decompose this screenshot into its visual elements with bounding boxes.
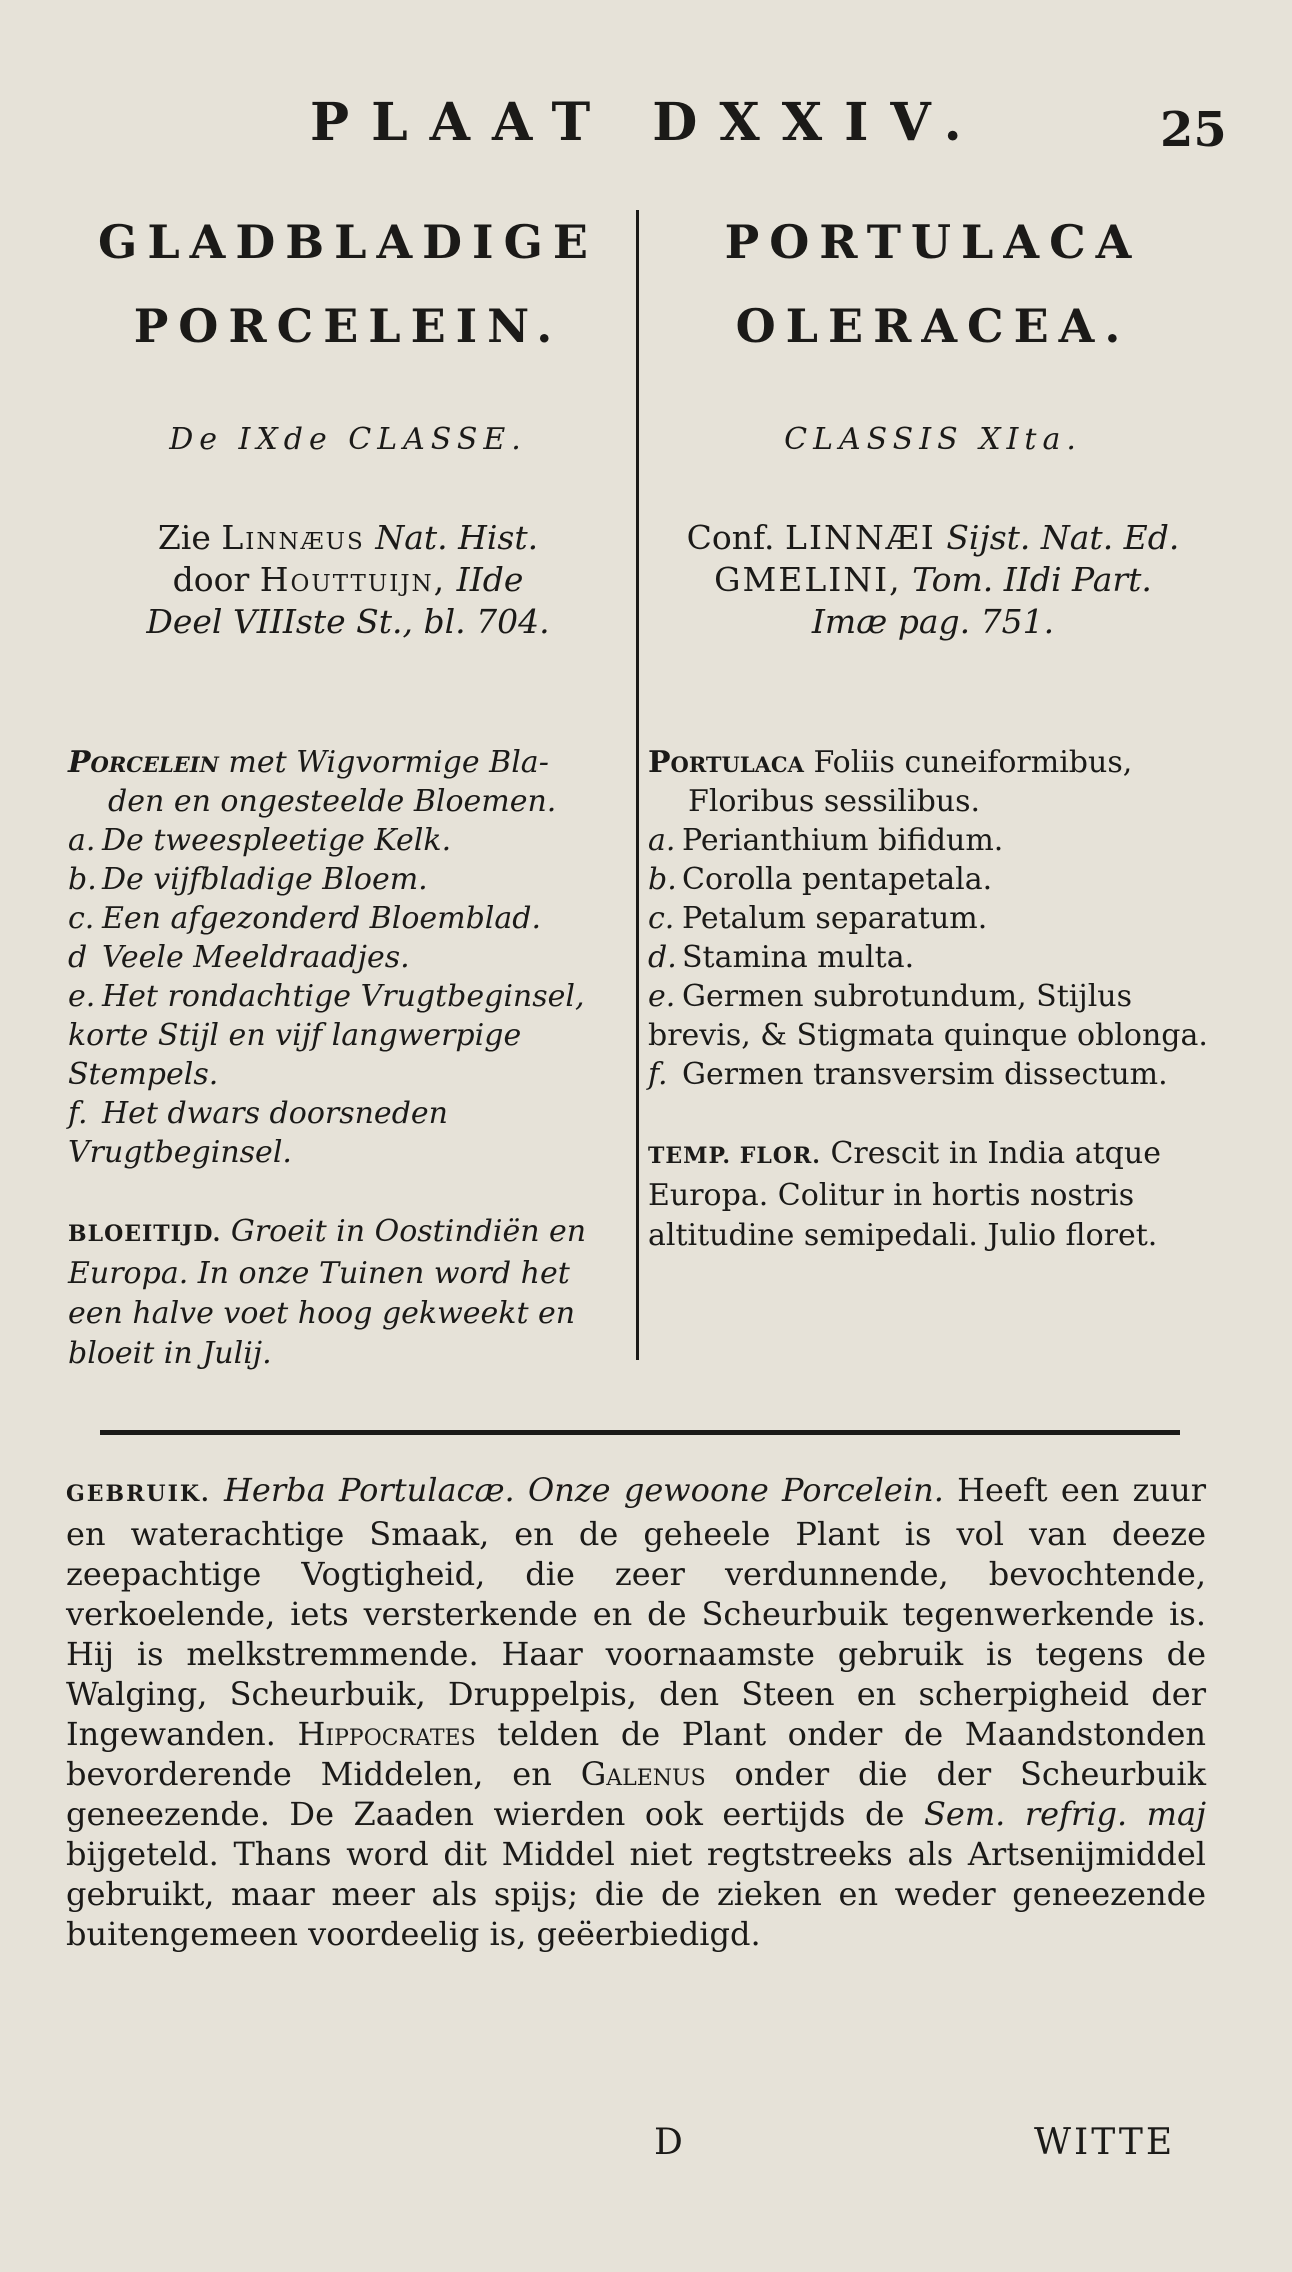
dutch-description: Porcelein met Wigvormige Bla- den en ongesteelde Bloemen. a. De tweespleetige Kelk. b. De vijfbladige Bloem. c. Een afgezonderd Bloemblad. d Veele Meeldraadjes. e. Het rondachtige Vrugtbeginsel, korte Stijl en vijf langwerpige Stempels. f. Het dwars doorsneden Vrugtbeginsel.: [68, 743, 628, 1172]
signature-mark: D: [654, 2122, 683, 2163]
item-letter: d: [68, 940, 88, 975]
column-divider: [636, 210, 639, 1360]
page-number: 25: [1160, 102, 1227, 158]
dutch-flowering: BLOEITIJD. Groeit in Oostindiën en Europa. In onze Tuinen word het een halve voet hoog gekweekt en bloeit in Julij.: [68, 1214, 587, 1371]
list-item: [68, 1094, 628, 1172]
dutch-column: [68, 200, 628, 1374]
item-letter: f.: [648, 1057, 668, 1092]
list-item: [68, 860, 628, 899]
list-item: [68, 899, 628, 938]
item-letter: a.: [68, 823, 96, 858]
latin-items: [648, 821, 1218, 1094]
item-text: Het dwars doorsneden Vrugtbeginsel.: [68, 1096, 448, 1170]
section-rule: [100, 1430, 1180, 1435]
latin-classe: CLASSIS XIta.: [784, 422, 1082, 457]
item-text: Stamina multa.: [682, 940, 915, 975]
list-item: [68, 938, 628, 977]
item-text: Germen subrotundum, Stijlus brevis, & Stigmata quinque oblonga.: [648, 979, 1208, 1053]
item-letter: d.: [648, 940, 677, 975]
item-letter: b.: [68, 862, 97, 897]
list-item: [648, 938, 1218, 977]
latin-column: [648, 200, 1218, 1256]
running-head: PLAAT DXXIV.: [310, 92, 984, 153]
item-letter: b.: [648, 862, 677, 897]
latin-description: Portulaca Foliis cuneiformibus, Floribus sessilibus. a. Perianthium bifidum. b. Corolla pentapetala. c. Petalum separatum. d. Stamina multa. e. Germen subrotundum, Stijlus brevis, & Stigmata quinque oblonga. f. Germen transversim dissectum.: [648, 743, 1218, 1094]
item-letter: c.: [68, 901, 95, 936]
item-text: Veele Meeldraadjes.: [102, 940, 410, 975]
list-item: [648, 1055, 1218, 1094]
item-text: De tweespleetige Kelk.: [102, 823, 452, 858]
dutch-items: [68, 821, 628, 1172]
item-text: Het rondachtige Vrugtbeginsel, korte Stijl en vijf langwerpige Stempels.: [68, 979, 585, 1092]
latin-flowering: TEMP. FLOR. Crescit in India atque Europa. Colitur in hortis nostris altitudine semipedali. Julio floret.: [648, 1136, 1161, 1253]
latin-reference: Conf. LINNÆI Sijst. Nat. Ed. GMELINI, Tom. IIdi Part. Imæ pag. 751.: [686, 518, 1180, 641]
list-item: [648, 860, 1218, 899]
item-letter: f.: [68, 1096, 88, 1131]
item-letter: a.: [648, 823, 676, 858]
list-item: [648, 977, 1218, 1055]
dutch-title: GLADBLADIGE PORCELEIN.: [98, 215, 598, 353]
catchword: WITTE: [1034, 2122, 1176, 2163]
item-text: Germen transversim dissectum.: [682, 1057, 1168, 1092]
list-item: [68, 821, 628, 860]
dutch-classe: De IXde CLASSE.: [169, 422, 527, 457]
item-text: Petalum separatum.: [682, 901, 988, 936]
dutch-reference: Zie Linnæus Nat. Hist. door Houttuijn, IIde Deel VIIIste St., bl. 704.: [146, 518, 550, 641]
item-text: De vijfbladige Bloem.: [102, 862, 428, 897]
item-text: Een afgezonderd Bloemblad.: [102, 901, 542, 936]
item-text: Corolla pentapetala.: [682, 862, 993, 897]
usage-paragraph: GEBRUIK. Herba Portulacæ. Onze gewoone Porcelein. Heeft een zuur en waterachtige Smaak, en de geheele Plant is vol van deeze zeepachtige Vogtigheid, die zeer verdunnende, bevochtende, verkoelende, iets versterkende en de Scheurbuik tegenwerkende is. Hij is melkstremmende. Haar voornaamste gebruik is tegens de Walging, Scheurbuik, Druppelpis, den Steen en scherpigheid der Ingewanden. Hippocrates telden de Plant onder de Maandstonden bevorderende Middelen, en Galenus onder die der Scheurbuik geneezende. De Zaaden wierden ook eertijds de Sem. refrig. maj bijgeteld. Thans word dit Middel niet regtstreeks als Artsenijmiddel gebruikt, maar meer als spijs; die de zieken en weder geneezende buitengemeen voordeelig is, geëerbiedigd.: [66, 1471, 1207, 1953]
list-item: [648, 899, 1218, 938]
item-text: Perianthium bifidum.: [682, 823, 1004, 858]
item-letter: c.: [648, 901, 675, 936]
latin-title: PORTULACA OLERACEA.: [724, 215, 1142, 353]
list-item: [648, 821, 1218, 860]
item-letter: e.: [68, 979, 96, 1014]
item-letter: e.: [648, 979, 676, 1014]
list-item: [68, 977, 628, 1094]
